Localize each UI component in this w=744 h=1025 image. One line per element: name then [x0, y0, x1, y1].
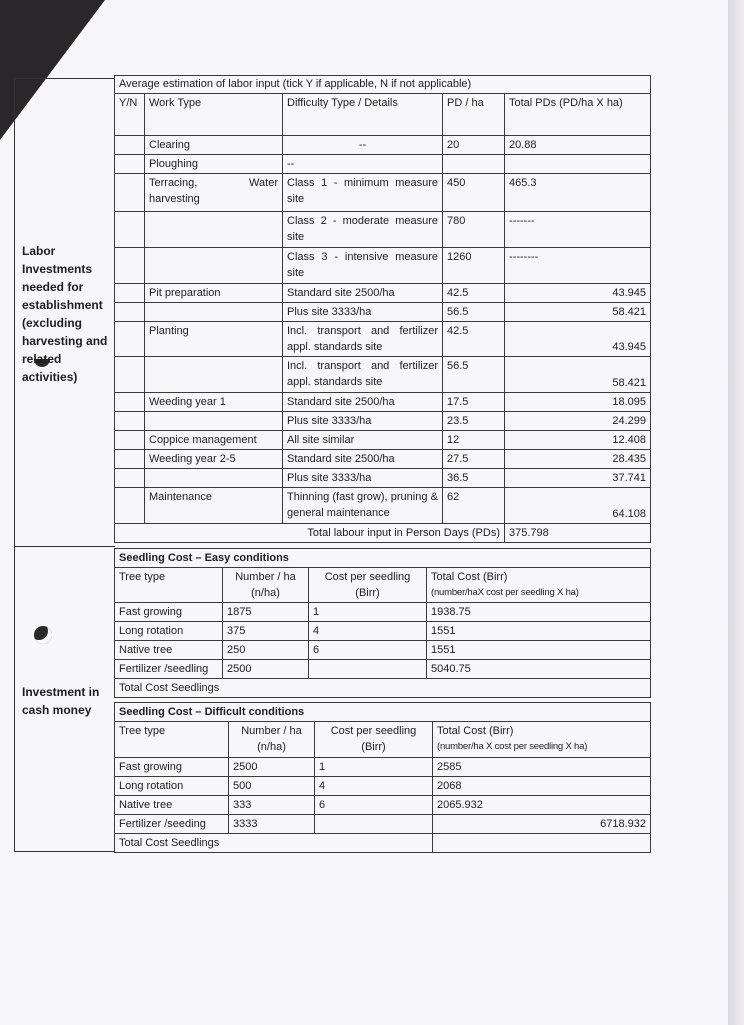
header-cost-per-seedling: Cost per seedling (Birr): [309, 568, 427, 603]
pd-cell: 56.5: [443, 303, 505, 322]
table-row: [115, 603, 651, 622]
table-row: [115, 212, 651, 248]
work-type-cell: Terracing, Water harvesting: [145, 174, 283, 212]
header-tree-type: Tree type: [115, 722, 229, 758]
total-cell: -------: [505, 212, 651, 248]
total-cost-cell: 2585: [433, 758, 651, 777]
table-row: [115, 469, 651, 488]
total-cell: 43.945: [505, 322, 651, 357]
number-cell: 500: [229, 777, 315, 796]
work-type-cell: Coppice management: [145, 431, 283, 450]
table-row: [115, 136, 651, 155]
work-type-cell: [145, 469, 283, 488]
total-cost-label: Total Cost (Birr): [431, 571, 508, 583]
table-row: [115, 393, 651, 412]
table-row: [115, 303, 651, 322]
difficult-total-row: [115, 834, 651, 853]
cost-cell: 1: [315, 758, 433, 777]
pd-cell: 36.5: [443, 469, 505, 488]
total-cell: 58.421: [505, 303, 651, 322]
label-divider: [14, 546, 115, 547]
detail-cell: Class 3 - intensive measure site: [283, 248, 443, 284]
header-difficulty: Difficulty Type / Details: [283, 94, 443, 136]
work-type-cell: [145, 303, 283, 322]
total-cell: 18.095: [505, 393, 651, 412]
work-type-cell: Ploughing: [145, 155, 283, 174]
number-cell: 333: [229, 796, 315, 815]
total-cost-cell: 1551: [427, 641, 651, 660]
total-cost-cell: 2068: [433, 777, 651, 796]
table-row: [115, 815, 651, 834]
cost-cell: 4: [309, 622, 427, 641]
total-cost-cell: 1551: [427, 622, 651, 641]
total-cost-formula: (number/haX cost per seedling X ha): [431, 587, 579, 598]
pd-cell: 27.5: [443, 450, 505, 469]
work-type-cell: Pit preparation: [145, 284, 283, 303]
pd-cell: 42.5: [443, 284, 505, 303]
total-cost-cell: 6718.932: [433, 815, 651, 834]
work-type-cell: Maintenance: [145, 488, 283, 524]
detail-cell: Class 1 - minimum measure site: [283, 174, 443, 212]
total-cell: 20.88: [505, 136, 651, 155]
table-row: [115, 357, 651, 393]
table-row: [115, 450, 651, 469]
pd-cell: [443, 155, 505, 174]
cost-cell: [309, 660, 427, 679]
cash-section-label: Investment in cash money: [22, 685, 100, 717]
header-total-cost: [433, 722, 651, 758]
tree-type-cell: Long rotation: [115, 622, 223, 641]
cost-cell: [315, 815, 433, 834]
tree-type-cell: Fertilizer /seeding: [115, 815, 229, 834]
total-cell: 37.741: [505, 469, 651, 488]
number-cell: 2500: [229, 758, 315, 777]
detail-cell: Incl. transport and fertilizer appl. standards site: [283, 322, 443, 357]
detail-cell: Incl. transport and fertilizer appl. standards site: [283, 357, 443, 393]
labor-total-row: [115, 524, 651, 543]
easy-total-label: Total Cost Seedlings: [115, 679, 651, 698]
header-total-cost: [427, 568, 651, 603]
table-row: [115, 758, 651, 777]
table-row: [115, 174, 651, 212]
total-cell: 64.108: [505, 488, 651, 524]
work-type-cell: [145, 212, 283, 248]
table-row: [115, 284, 651, 303]
table-row: [115, 622, 651, 641]
table-row: [115, 322, 651, 357]
cost-cell: 6: [309, 641, 427, 660]
difficult-total-label: Total Cost Seedlings: [115, 834, 433, 853]
number-cell: 1875: [223, 603, 309, 622]
total-cell: 43.945: [505, 284, 651, 303]
total-cell: 28.435: [505, 450, 651, 469]
cost-cell: 6: [315, 796, 433, 815]
work-type-cell: [145, 412, 283, 431]
total-cell: 12.408: [505, 431, 651, 450]
labor-total-label: Total labour input in Person Days (PDs): [115, 524, 505, 543]
detail-cell: Plus site 3333/ha: [283, 469, 443, 488]
label-column-frame: [14, 78, 115, 852]
tree-type-cell: Long rotation: [115, 777, 229, 796]
tree-type-cell: Native tree: [115, 641, 223, 660]
tree-type-cell: Fertilizer /seedling: [115, 660, 223, 679]
total-cost-cell: 1938.75: [427, 603, 651, 622]
seedling-cost-easy-table: [114, 548, 651, 698]
seedling-cost-difficult-table: [114, 702, 651, 853]
table-row: [115, 796, 651, 815]
detail-cell: Plus site 3333/ha: [283, 412, 443, 431]
header-total-pds: Total PDs (PD/ha X ha): [505, 94, 651, 136]
labor-input-table: [114, 75, 651, 543]
header-work-type: Work Type: [145, 94, 283, 136]
easy-table-title: Seedling Cost – Easy conditions: [115, 549, 651, 568]
header-number-ha: Number / ha (n/ha): [223, 568, 309, 603]
total-cell: 58.421: [505, 357, 651, 393]
cost-cell: 4: [315, 777, 433, 796]
detail-cell: --: [283, 136, 443, 155]
number-cell: 375: [223, 622, 309, 641]
pd-cell: 23.5: [443, 412, 505, 431]
work-type-cell: Planting: [145, 322, 283, 357]
work-type-cell: [145, 357, 283, 393]
total-cell: 24.299: [505, 412, 651, 431]
pd-cell: 20: [443, 136, 505, 155]
detail-cell: All site similar: [283, 431, 443, 450]
table-row: [115, 488, 651, 524]
total-cost-formula: (number/ha X cost per seedling X ha): [437, 741, 588, 752]
difficult-table-title: Seedling Cost – Difficult conditions: [115, 703, 651, 722]
table-row: [115, 412, 651, 431]
table-row: [115, 641, 651, 660]
detail-cell: Standard site 2500/ha: [283, 284, 443, 303]
labor-total-value: 375.798: [505, 524, 651, 543]
header-pd-ha: PD / ha: [443, 94, 505, 136]
detail-cell: Thinning (fast grow), pruning & general maintenance: [283, 488, 443, 524]
tree-type-cell: Fast growing: [115, 603, 223, 622]
total-cost-cell: 2065.932: [433, 796, 651, 815]
total-cost-label: Total Cost (Birr): [437, 725, 514, 737]
pd-cell: 62: [443, 488, 505, 524]
total-cell: [505, 155, 651, 174]
table-row: [115, 155, 651, 174]
pd-cell: 56.5: [443, 357, 505, 393]
labor-table-title: Average estimation of labor input (tick Y if applicable, N if not applicable): [115, 76, 651, 94]
table-row: [115, 660, 651, 679]
table-row: [115, 777, 651, 796]
total-cell: 465.3: [505, 174, 651, 212]
detail-cell: Standard site 2500/ha: [283, 393, 443, 412]
header-tree-type: Tree type: [115, 568, 223, 603]
header-number-ha: Number / ha (n/ha): [229, 722, 315, 758]
header-yn: Y/N: [115, 94, 145, 136]
cost-cell: 1: [309, 603, 427, 622]
total-cost-cell: 5040.75: [427, 660, 651, 679]
table-row: [115, 431, 651, 450]
work-type-cell: Weeding year 2-5: [145, 450, 283, 469]
work-type-cell: [145, 248, 283, 284]
work-type-cell: Clearing: [145, 136, 283, 155]
easy-total-row: [115, 679, 651, 698]
detail-cell: Plus site 3333/ha: [283, 303, 443, 322]
pd-cell: 780: [443, 212, 505, 248]
total-cell: --------: [505, 248, 651, 284]
number-cell: 2500: [223, 660, 309, 679]
table-row: [115, 248, 651, 284]
pd-cell: 17.5: [443, 393, 505, 412]
labor-section-label: Labor Investments needed for establishment (excluding harvesting and related activities): [22, 244, 108, 384]
header-cost-per-seedling: Cost per seedling (Birr): [315, 722, 433, 758]
detail-cell: Standard site 2500/ha: [283, 450, 443, 469]
pd-cell: 1260: [443, 248, 505, 284]
tree-type-cell: Native tree: [115, 796, 229, 815]
tree-type-cell: Fast growing: [115, 758, 229, 777]
work-type-cell: Weeding year 1: [145, 393, 283, 412]
pd-cell: 450: [443, 174, 505, 212]
pd-cell: 12: [443, 431, 505, 450]
number-cell: 3333: [229, 815, 315, 834]
detail-cell: Class 2 - moderate measure site: [283, 212, 443, 248]
pd-cell: 42.5: [443, 322, 505, 357]
number-cell: 250: [223, 641, 309, 660]
detail-cell: --: [283, 155, 443, 174]
page-edge: [728, 0, 744, 1025]
